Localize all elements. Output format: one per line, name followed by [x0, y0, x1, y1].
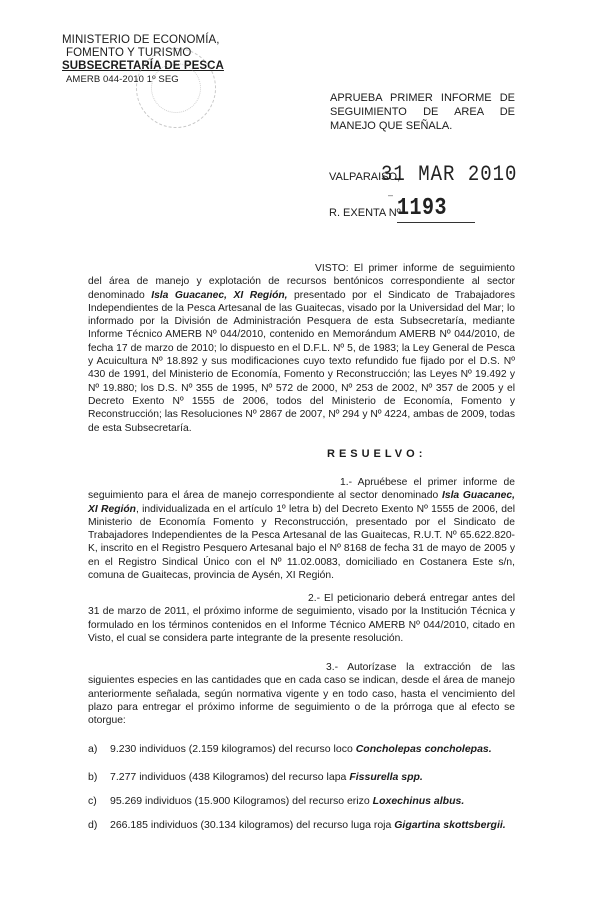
article-1: 1.- Apruébese el primer informe de seguimiento para el área de manejo correspondiente al sector denominado Isla Guacanec, XI Región, individualizada en el artículo 1º letra b) del Decreto Exento Nº 1555 de 2006, del Ministerio de Economía Fomento y Reconstrucción, presentado por el Sindicato de Trabajadores Independientes de la Pesca Artesanal de las Guaitecas, R.U.T. Nº 65.622.820-K, inscrito en el Registro Pesquero Artesanal bajo el Nº 8168 de fecha 31 de mayo de 2005 y en el Registro Sindical Único con el Nº 11.02.0083, domiciliado en Costanera Este s/n, comuna de Guaitecas, provincia de Aysén, XI Región. — [88, 477, 515, 582]
resuelvo-heading: RESUELVO: — [327, 448, 427, 460]
article-2: 2.- El peticionario deberá entregar antes del 31 de marzo de 2011, el próximo informe de seguimiento, visado por la Institución Técnica y formulado en los términos contenidos en el Informe Técnico AMERB Nº 044/2010, citado en Visto, el cual se considera parte integrante de la presente resolución. — [88, 593, 515, 644]
subsecretaria-name: SUBSECRETARÍA DE PESCA — [62, 60, 224, 72]
article-3: 3.- Autorízase la extracción de las siguientes especies en las cantidades que en cada caso se indican, desde el área de manejo anteriormente señalada, según normativa vigente y en todo caso, hasta el vencimiento del plazo para entregar el próximo informe de seguimiento o de la prórroga que al efecto se otorgue: — [88, 662, 515, 727]
ministry-subtitle: FOMENTO Y TURISMO — [66, 47, 192, 59]
visto-lead: VISTO: — [315, 263, 349, 274]
resolution-number: 1193 — [397, 194, 448, 223]
article-1-area: Isla Guacanec, XI Región — [88, 490, 515, 515]
document-summary: APRUEBA PRIMER INFORME DE SEGUIMIENTO DE AREA DE MANEJO QUE SEÑALA. — [330, 92, 515, 132]
resolution-underline — [397, 222, 475, 223]
place-label: VALPARAISO, — [329, 171, 401, 183]
list-item: a) 9.230 individuos (2.159 kilogramos) del recurso loco Concholepas concholepas. — [88, 743, 492, 755]
ministry-name: MINISTERIO DE ECONOMÍA, — [62, 34, 220, 46]
list-item: b) 7.277 individuos (438 Kilogramos) del recurso lapa Fissurella spp. — [88, 771, 423, 783]
reference-code: AMERB 044-2010 1º SEG — [66, 74, 179, 85]
date-stamp: 31 MAR 2010 — [381, 161, 518, 187]
area-name: Isla Guacanec, XI Región, — [151, 289, 288, 301]
list-item: d) 266.185 individuos (30.134 kilogramos) del recurso luga roja Gigartina skottsbergii. — [88, 819, 506, 831]
official-seal-stamp — [136, 48, 216, 128]
resolution-label: R. EXENTA Nº — [329, 207, 401, 219]
list-item: c) 95.269 individuos (15.900 Kilogramos) del recurso erizo Loxechinus albus. — [88, 795, 465, 807]
date-mark: – — [388, 190, 394, 200]
visto-paragraph: VISTO: El primer informe de seguimiento del área de manejo y explotación de recursos bentónicos correspondiente al sector denominado Isla Guacanec, XI Región, presentado por el Sindicato de Trabajadores Independientes de la Pesca Artesanal de las Guaitecas, visado por la Universidad del Mar; lo informado por la División de Administración Pesquera de esta Subsecretaría, mediante Informe Técnico AMERB Nº 044/2010, contenido en Memorándum AMERB Nº 044/2010, de fecha 17 de marzo de 2010; lo dispuesto en el D.F.L. Nº 5, de 1983; la Ley General de Pesca y Acuicultura Nº 18.892 y sus modificaciones cuyo texto refundido fue fijado por el D.S. Nº 430 de 1991, del Ministerio de Economía, Fomento y Reconstrucción; las Leyes Nº 19.492 y Nº 19.880; los D.S. Nº 355 de 1995, Nº 572 de 2000, Nº 253 de 2002, Nº 357 de 2005 y el Decreto Exento Nº 1555 de 2006, todos del Ministerio de Economía, Fomento y Reconstrucción; las Resoluciones Nº 2867 de 2007, Nº 294 y Nº 4224, ambas de 2009, todas de esta Subsecretaría. — [88, 263, 515, 434]
